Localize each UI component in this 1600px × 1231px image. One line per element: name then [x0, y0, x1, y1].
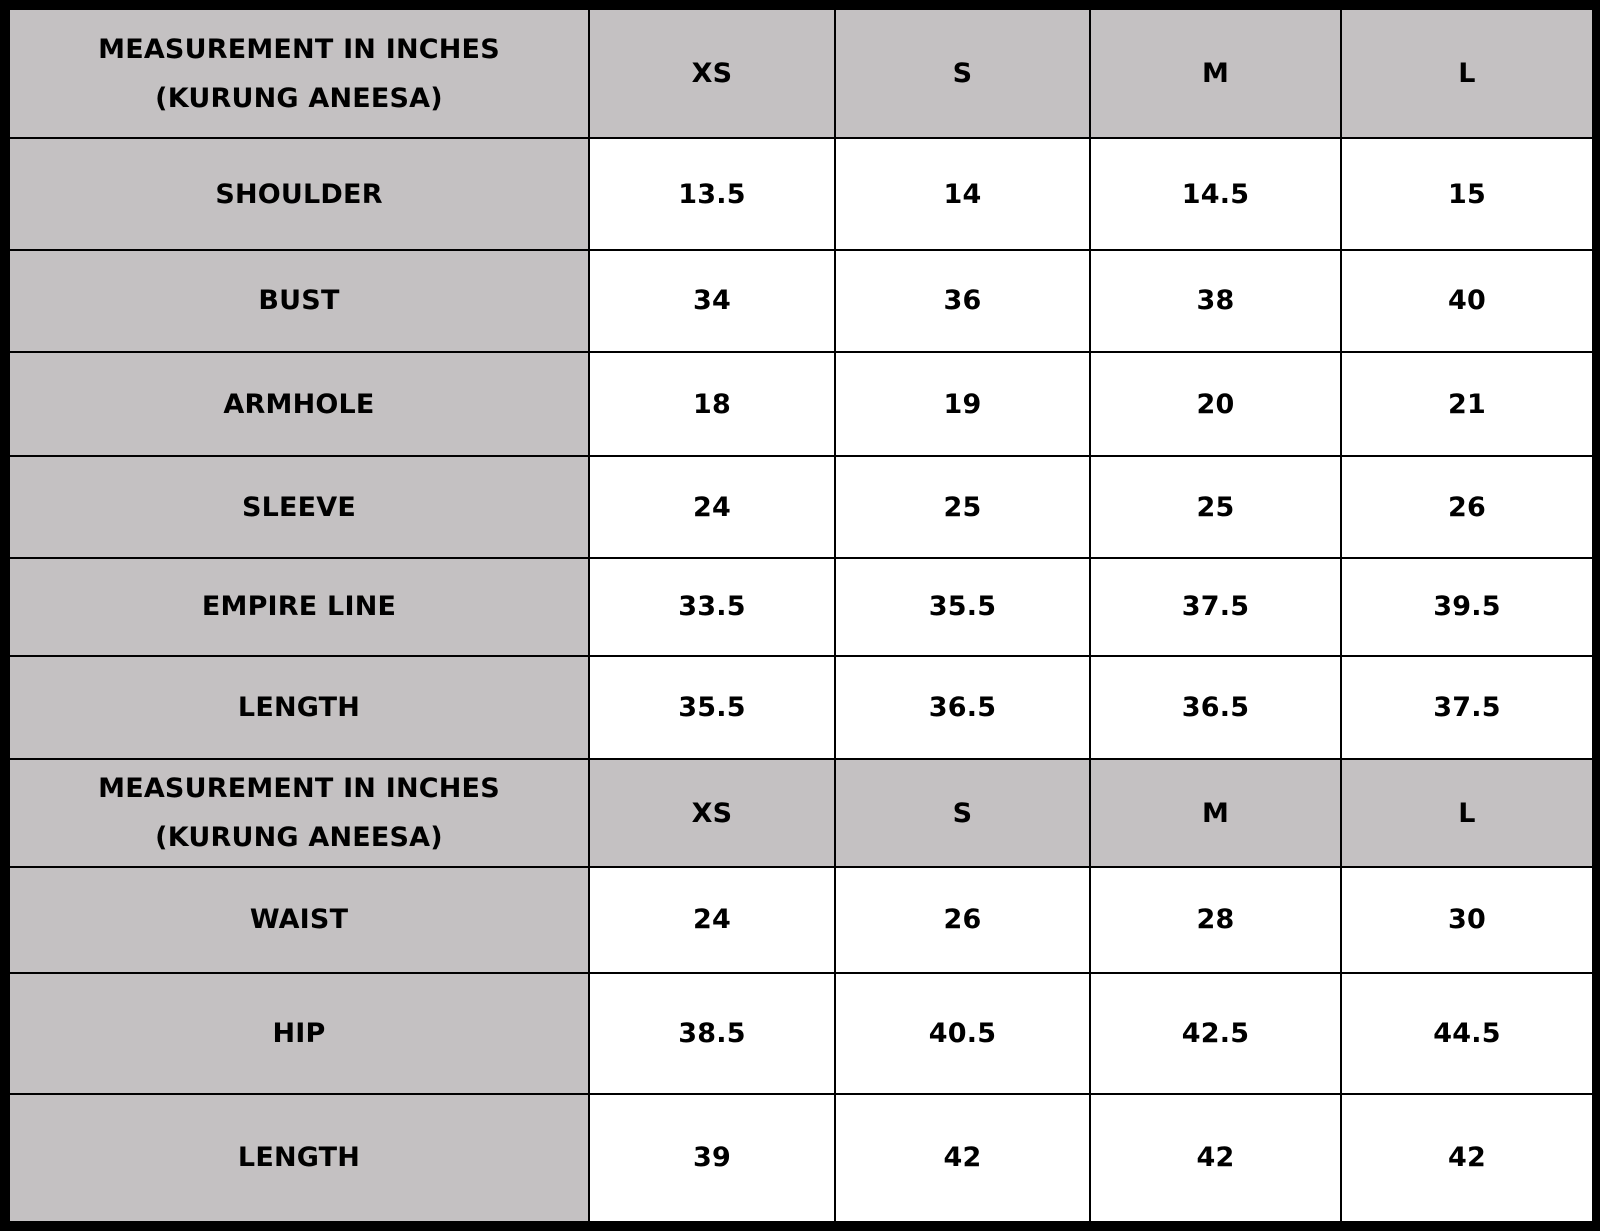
table-cell: 28 — [1090, 867, 1341, 973]
table-cell: 30 — [1341, 867, 1593, 973]
table-cell: 40 — [1341, 250, 1593, 352]
section-title-line2: (KURUNG ANEESA) — [155, 822, 443, 854]
table-cell: 38 — [1090, 250, 1341, 352]
section-title-line1: MEASUREMENT IN INCHES — [98, 773, 500, 805]
table-cell: 36.5 — [1090, 656, 1341, 760]
table-cell: 42 — [1341, 1094, 1593, 1222]
table-cell: 39 — [589, 1094, 835, 1222]
table-cell: 39.5 — [1341, 558, 1593, 656]
table-cell: 25 — [835, 456, 1090, 558]
table-cell: 35.5 — [835, 558, 1090, 656]
table-cell: 20 — [1090, 352, 1341, 457]
table-cell: 14.5 — [1090, 138, 1341, 250]
table-cell: 42 — [835, 1094, 1090, 1222]
table-cell: 24 — [589, 456, 835, 558]
row-label: LENGTH — [9, 1094, 589, 1222]
row-label: SLEEVE — [9, 456, 589, 558]
size-header-s: S — [835, 9, 1090, 138]
table-cell: 34 — [589, 250, 835, 352]
section-title — [9, 759, 589, 867]
section-title-line2: (KURUNG ANEESA) — [155, 82, 443, 114]
header-row — [9, 759, 1593, 867]
section-title-line1: MEASUREMENT IN INCHES — [98, 33, 500, 65]
table-cell: 21 — [1341, 352, 1593, 457]
table-row — [9, 456, 1593, 558]
table-row — [9, 250, 1593, 352]
table-cell: 25 — [1090, 456, 1341, 558]
row-label: WAIST — [9, 867, 589, 973]
row-label: SHOULDER — [9, 138, 589, 250]
size-header-m: M — [1090, 759, 1341, 867]
table-cell: 37.5 — [1341, 656, 1593, 760]
size-header-l: L — [1341, 9, 1593, 138]
table-row — [9, 867, 1593, 973]
table-cell: 13.5 — [589, 138, 835, 250]
table-cell: 14 — [835, 138, 1090, 250]
table-row — [9, 138, 1593, 250]
table-cell: 37.5 — [1090, 558, 1341, 656]
table-cell: 38.5 — [589, 973, 835, 1094]
table-row — [9, 558, 1593, 656]
size-chart-table — [8, 8, 1594, 1223]
row-label: LENGTH — [9, 656, 589, 760]
table-cell: 24 — [589, 867, 835, 973]
table-row — [9, 1094, 1593, 1222]
row-label: EMPIRE LINE — [9, 558, 589, 656]
table-cell: 26 — [1341, 456, 1593, 558]
row-label: BUST — [9, 250, 589, 352]
table-cell: 44.5 — [1341, 973, 1593, 1094]
table-row — [9, 656, 1593, 760]
table-row — [9, 973, 1593, 1094]
table-cell: 42 — [1090, 1094, 1341, 1222]
section-title — [9, 9, 589, 138]
size-header-s: S — [835, 759, 1090, 867]
row-label: ARMHOLE — [9, 352, 589, 457]
table-row — [9, 352, 1593, 457]
table-cell: 15 — [1341, 138, 1593, 250]
size-header-l: L — [1341, 759, 1593, 867]
table-cell: 33.5 — [589, 558, 835, 656]
table-cell: 36.5 — [835, 656, 1090, 760]
size-header-xs: XS — [589, 9, 835, 138]
table-cell: 40.5 — [835, 973, 1090, 1094]
table-cell: 35.5 — [589, 656, 835, 760]
table-cell: 26 — [835, 867, 1090, 973]
table-cell: 18 — [589, 352, 835, 457]
table-cell: 36 — [835, 250, 1090, 352]
size-header-m: M — [1090, 9, 1341, 138]
header-row — [9, 9, 1593, 138]
size-header-xs: XS — [589, 759, 835, 867]
table-cell: 42.5 — [1090, 973, 1341, 1094]
table-cell: 19 — [835, 352, 1090, 457]
row-label: HIP — [9, 973, 589, 1094]
